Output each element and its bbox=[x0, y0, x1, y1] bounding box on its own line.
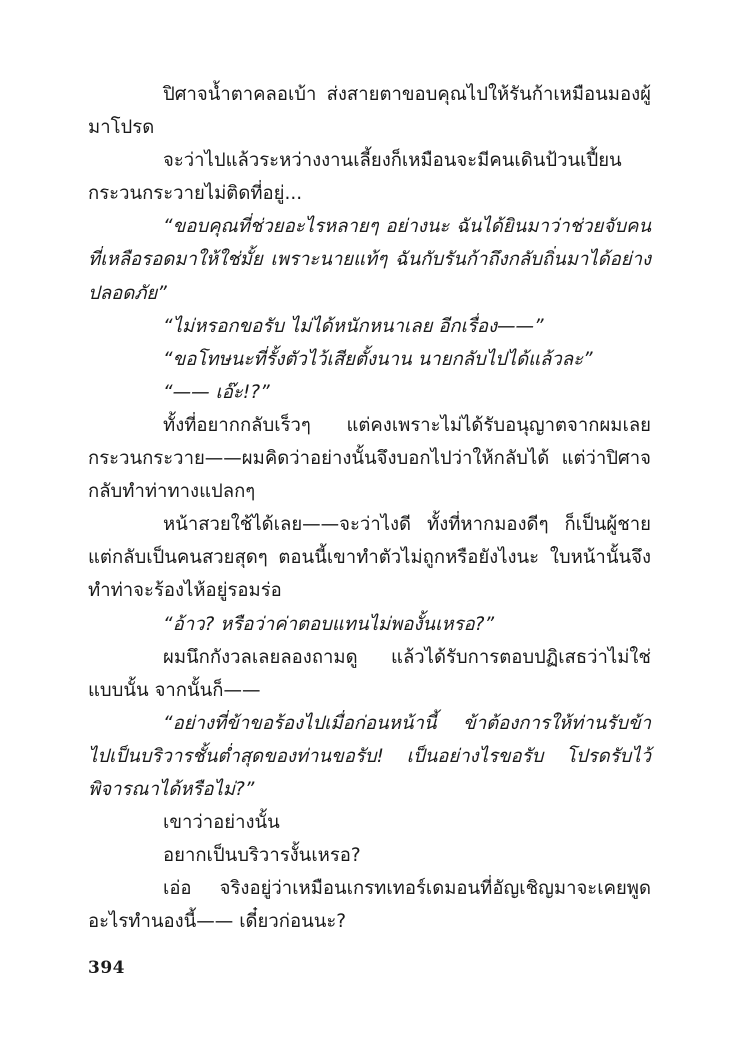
body-text bbox=[88, 78, 651, 938]
paragraph: เขาว่าอย่างนั้น bbox=[163, 812, 280, 834]
paragraph: ผมนึกกังวลเลยลองถามดู แล้วได้รับการตอบปฏิเสธว่าไม่ใช่แบบนั้น จากนั้นก็—— bbox=[88, 646, 651, 701]
paragraph: ปิศาจน้ำตาคลอเบ้า ส่งสายตาขอบคุณไปให้รันก้าเหมือนมองผู้มาโปรด bbox=[88, 84, 651, 139]
page-number: 394 bbox=[88, 958, 125, 978]
paragraph: จะว่าไปแล้วระหว่างงานเลี้ยงก็เหมือนจะมีคนเดินป้วนเปี้ยนกระวนกระวายไม่ติดที่อยู่... bbox=[88, 150, 622, 205]
paragraph: หน้าสวยใช้ได้เลย——จะว่าไงดี ทั้งที่หากมองดีๆ ก็เป็นผู้ชายแต่กลับเป็นคนสวยสุดๆ ตอนนี้เขาทำตัวไม่ถูกหรือยังไงนะ ใบหน้านั้นจึงทำท่าจะร้องไห้อยู่รอมร่อ bbox=[88, 514, 651, 602]
dialogue-paragraph: “—— เอ๊ะ!?” bbox=[163, 381, 270, 403]
dialogue-paragraph: “ขอโทษนะที่รั้งตัวไว้เสียตั้งนาน นายกลับไปได้แล้วละ” bbox=[163, 348, 593, 370]
dialogue-paragraph: “อ้าว? หรือว่าค่าตอบแทนไม่พองั้นเหรอ?” bbox=[163, 613, 495, 635]
paragraph: อยากเป็นบริวารงั้นเหรอ? bbox=[163, 845, 361, 867]
dialogue-paragraph: “อย่างที่ข้าขอร้องไปเมื่อก่อนหน้านี้ ข้าต้องการให้ท่านรับข้าไปเป็นบริวารชั้นต่ำสุดของท่านขอรับ! เป็นอย่างไรขอรับ โปรดรับไว้พิจารณาได้หรือไม่?” bbox=[88, 712, 651, 800]
paragraph: ทั้งที่อยากกลับเร็วๆ แต่คงเพราะไม่ได้รับอนุญาตจากผมเลยกระวนกระวาย——ผมคิดว่าอย่างนั้นจึงบอกไปว่าให้กลับได้ แต่ว่าปิศาจกลับทำท่าทางแปลกๆ bbox=[88, 414, 651, 503]
dialogue-paragraph: “ขอบคุณที่ช่วยอะไรหลายๆ อย่างนะ ฉันได้ยินมาว่าช่วยจับคนที่เหลือรอดมาให้ใช่มั้ย เพราะนายแท้ๆ ฉันกับรันก้าถึงกลับถิ่นมาได้อย่างปลอดภัย” bbox=[88, 216, 651, 304]
paragraph: เอ่อ จริงอยู่ว่าเหมือนเกรทเทอร์เดมอนที่อัญเชิญมาจะเคยพูดอะไรทำนองนี้—— เดี๋ยวก่อนนะ? bbox=[88, 878, 651, 933]
dialogue-paragraph: “ไม่หรอกขอรับ ไม่ได้หนักหนาเลย อีกเรื่อง——” bbox=[163, 315, 544, 337]
